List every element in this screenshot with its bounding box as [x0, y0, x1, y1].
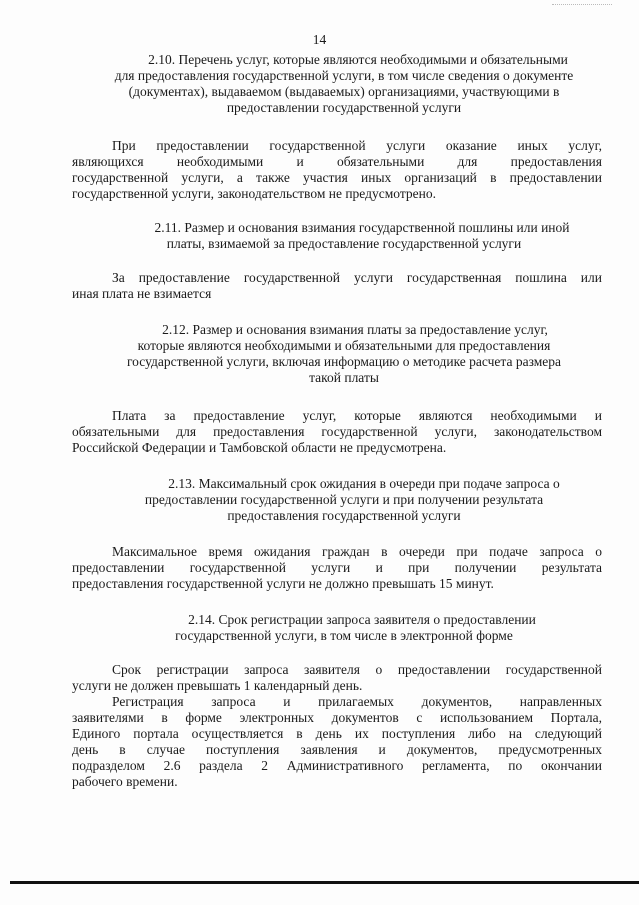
page-number: 14	[312, 32, 327, 47]
heading-line: 2.14. Срок регистрации запроса заявителя о предоставлении	[188, 612, 536, 627]
body-line: день в случае поступления заявления и документов, предусмотренных	[72, 742, 602, 757]
heading-line: платы, взимаемой за предоставление государственной услуги	[166, 236, 522, 251]
section-body-2-14	[72, 662, 602, 790]
heading-line: (документах), выдаваемом (выдаваемых) организациями, участвующими в	[128, 84, 560, 99]
body-line: При предоставлении государственной услуги оказание иных услуг,	[112, 138, 602, 153]
body-line: иная плата не взимается	[72, 286, 212, 301]
scan-artifact	[552, 4, 612, 7]
heading-line: государственной услуги, включая информацию о методике расчета размера	[126, 354, 562, 369]
body-line: Российской Федерации и Тамбовской области не предусмотрена.	[72, 440, 447, 455]
section-body-2-10	[72, 138, 602, 202]
body-line: подразделом 2.6 раздела 2 Административного регламента, по окончании	[72, 758, 602, 773]
body-line: За предоставление государственной услуги государственная пошлина или	[112, 270, 602, 285]
heading-line: предоставлении государственной услуги и при получении результата	[144, 492, 544, 507]
body-line: предоставлении государственной услуги и при получении результата	[72, 560, 602, 575]
section-heading-2-14	[72, 612, 616, 644]
body-line: Единого портала осуществляется в день их поступления либо на следующий	[72, 726, 602, 741]
heading-line: для предоставления государственной услуги, в том числе сведения о документе	[114, 68, 574, 83]
heading-line: предоставлении государственной услуги	[226, 100, 462, 115]
heading-line: 2.13. Максимальный срок ожидания в очереди при подаче запроса о	[168, 476, 560, 491]
body-line: являющихся необходимыми и обязательными для предоставления	[72, 154, 602, 169]
body-line: услуги не должен превышать 1 календарный день.	[72, 678, 363, 693]
heading-line: такой платы	[309, 370, 379, 385]
body-line: рабочего времени.	[72, 774, 178, 789]
body-line: предоставления государственной услуги не должно превышать 15 минут.	[72, 576, 494, 591]
heading-line: 2.12. Размер и основания взимания платы за предоставление услуг,	[162, 322, 548, 337]
body-line: государственной услуги, а также участия иных организаций в предоставлении	[72, 170, 602, 185]
body-line: Максимальное время ожидания граждан в очереди при подаче запроса о	[112, 544, 602, 559]
body-line: государственной услуги, законодательством не предусмотрено.	[72, 186, 437, 201]
section-body-2-12	[72, 408, 602, 456]
section-heading-2-11	[72, 220, 616, 252]
body-line: Регистрация запроса и прилагаемых документов, направленных	[112, 694, 602, 709]
heading-line: предоставления государственной услуги	[227, 508, 461, 523]
body-line: Срок регистрации запроса заявителя о предоставлении государственной	[112, 662, 602, 677]
body-line: Плата за предоставление услуг, которые являются необходимыми и	[112, 408, 602, 423]
heading-line: 2.10. Перечень услуг, которые являются необходимыми и обязательными	[148, 52, 568, 67]
body-line: обязательными для предоставления государственной услуги, законодательством	[72, 424, 602, 439]
section-body-2-13	[72, 544, 602, 592]
section-heading-2-12	[72, 322, 616, 386]
bottom-divider	[10, 881, 639, 884]
heading-line: 2.11. Размер и основания взимания государственной пошлины или иной	[154, 220, 570, 235]
section-heading-2-13	[72, 476, 616, 524]
heading-line: государственной услуги, в том числе в электронной форме	[175, 628, 513, 643]
section-heading-2-10	[72, 52, 616, 116]
section-body-2-11	[72, 270, 602, 302]
body-line: заявителями в форме электронных документов с использованием Портала,	[72, 710, 602, 725]
heading-line: которые являются необходимыми и обязательными для предоставления	[137, 338, 551, 353]
